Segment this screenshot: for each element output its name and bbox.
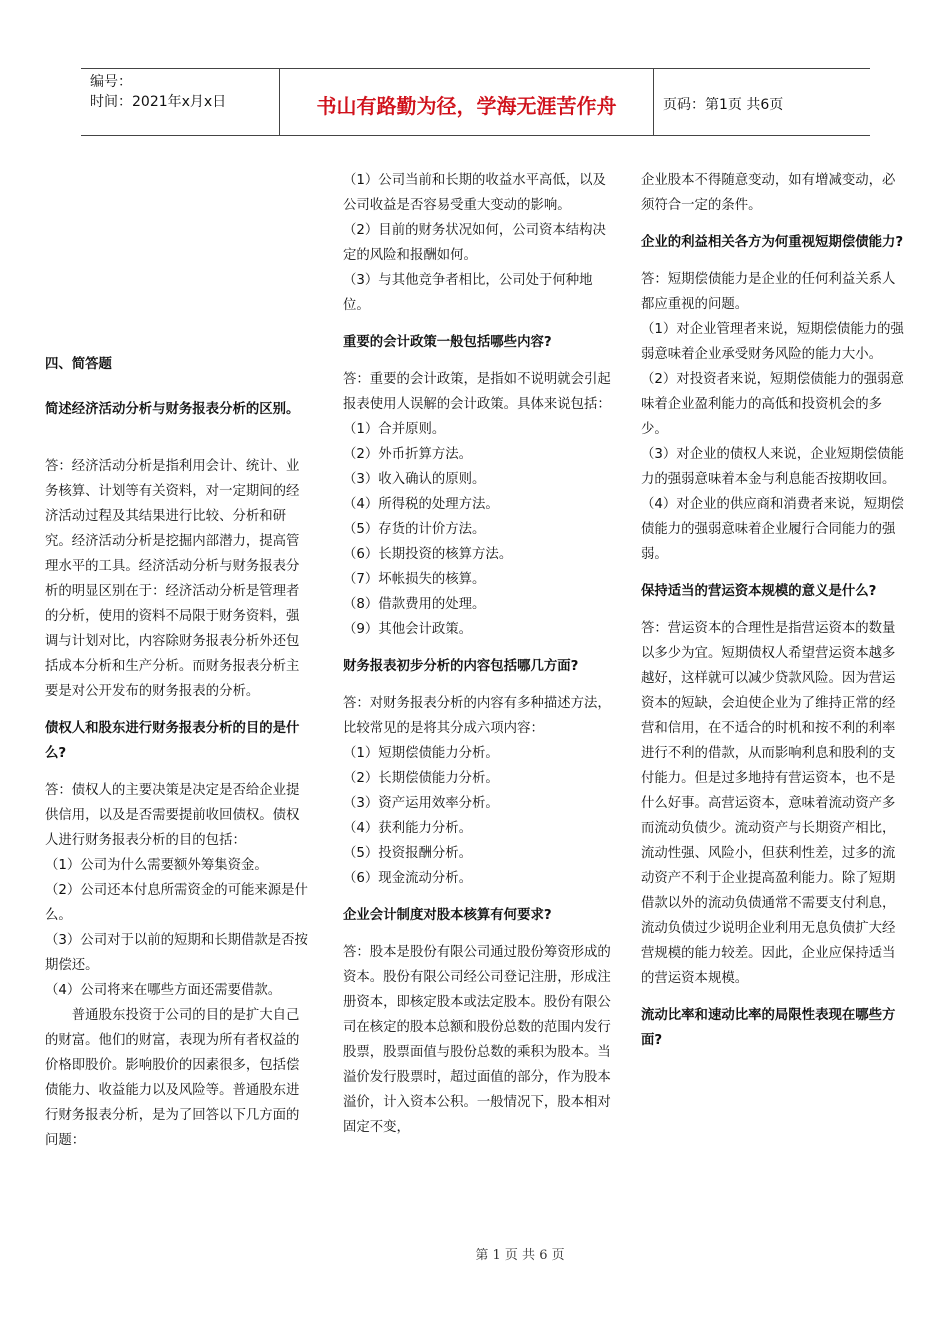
list-item: （9）其他会计政策。 — [343, 622, 473, 637]
question-3: 重要的会计政策一般包括哪些内容? — [343, 335, 552, 350]
list-item: （8）借款费用的处理。 — [343, 597, 486, 612]
answer-1: 答：经济活动分析是指利用会计、统计、业务核算、计划等有关资料，对一定期间的经济活动过程及其结果进行比较、分析和研究。经济活动分析是挖掘内部潜力，提高管理水平的工具。经济活动分析与财务报表分析的明显区别在于：经济活动分析是管理者的分析，使用的资料不局限于财务资料，强调与计划对比，内容除财务报表分析外还包括成本分析和生产分析。而财务报表分析主要是对公开发布的财务报表的分析。 — [45, 459, 300, 699]
question-4: 财务报表初步分析的内容包括哪几方面? — [343, 659, 579, 674]
page-info: 页码：第1页 共6页 — [663, 97, 784, 113]
serial-label: 编号： — [90, 74, 132, 90]
header-table — [81, 68, 870, 136]
list-item: （2）目前的财务状况如何，公司资本结构决定的风险和报酬如何。 — [343, 223, 606, 263]
list-item: （2）长期偿债能力分析。 — [343, 771, 499, 786]
list-item: （6）长期投资的核算方法。 — [343, 547, 513, 562]
question-5: 企业会计制度对股本核算有何要求? — [343, 908, 552, 923]
list-item: （2）对投资者来说，短期偿债能力的强弱意味着企业盈利能力的高低和投资机会的多少。 — [641, 372, 904, 437]
list-item: （1）短期偿债能力分析。 — [343, 746, 499, 761]
list-item: （1）对企业管理者来说，短期偿债能力的强弱意味着企业承受财务风险的能力大小。 — [641, 322, 904, 362]
answer-5: 答：股本是股份有限公司通过股份筹资形成的资本。股份有限公司经公司登记注册，形成注册资本，即核定股本或法定股本。股份有限公司在核定的股本总额和股份总数的范围内发行股票，股票面值与股份总数的乘积为股本。当溢价发行股票时，超过面值的部分，作为股本溢价，计入资本公积。一般情况下，股本相对固定不变， — [343, 945, 611, 1135]
answer-2-paragraph: 普通股东投资于公司的目的是扩大自己的财富。他们的财富，表现为所有者权益的价格即股价。影响股价的因素很多，包括偿债能力、收益能力以及风险等。普通股东进行财务报表分析，是为了回答以下几方面的问题： — [45, 1008, 300, 1148]
list-item: （1）公司当前和长期的收益水平高低，以及公司收益是否容易受重大变动的影响。 — [343, 173, 606, 213]
answer-6-intro: 答：短期偿债能力是企业的任何利益关系人都应重视的问题。 — [641, 272, 896, 312]
list-item: （4）所得税的处理方法。 — [343, 497, 499, 512]
list-item: （3）对企业的债权人来说，企业短期偿债能力的强弱意味着本金与利息能否按期收回。 — [641, 447, 904, 487]
answer-7: 答：营运资本的合理性是指营运资本的数量以多少为宜。短期债权人希望营运资本越多越好，这样就可以减少贷款风险。因为营运资本的短缺，会迫使企业为了维持正常的经营和信用，在不适合的时机和按不利的利率进行不利的借款，从而影响利息和股利的支付能力。但是过多地持有营运资本，也不是什么好事。高营运资本，意味着流动资产多而流动负债少。流动资产与长期资产相比，流动性强、风险小，但获利性差，过多的流动资产不利于企业提高盈利能力。除了短期借款以外的流动负债通常不需要支付利息，流动负债过少说明企业利用无息负债扩大经营规模的能力较差。因此，企业应保持适当的营运资本规模。 — [641, 621, 896, 986]
section-title: 四、简答题 — [45, 357, 112, 372]
list-item: （7）坏帐损失的核算。 — [343, 572, 486, 587]
list-item: （6）现金流动分析。 — [343, 871, 473, 886]
list-item: （2）外币折算方法。 — [343, 447, 473, 462]
motto: 书山有路勤为径，学海无涯苦作舟 — [280, 69, 654, 135]
page-footer: 第 1 页 共 6 页 — [475, 1248, 565, 1263]
answer-2-item: （1）公司为什么需要额外筹集资金。 — [45, 858, 268, 873]
answer-2-item: （4）公司将来在哪些方面还需要借款。 — [45, 983, 282, 998]
list-item: （1）合并原则。 — [343, 422, 446, 437]
question-8: 流动比率和速动比率的局限性表现在哪些方面? — [641, 1008, 896, 1048]
answer-4-intro: 答：对财务报表分析的内容有多种描述方法，比较常见的是将其分成六项内容： — [343, 696, 611, 736]
list-item: （4）获利能力分析。 — [343, 821, 473, 836]
question-1: 简述经济活动分析与财务报表分析的区别。 — [45, 402, 300, 417]
answer-3-intro: 答：重要的会计政策，是指如不说明就会引起报表使用人误解的会计政策。具体来说包括： — [343, 372, 611, 412]
column-2 — [343, 168, 611, 1140]
answer-2-item: （2）公司还本付息所需资金的可能来源是什么。 — [45, 883, 308, 923]
list-item: （3）与其他竞争者相比，公司处于何种地位。 — [343, 273, 593, 313]
list-item: （3）资产运用效率分析。 — [343, 796, 499, 811]
question-2: 债权人和股东进行财务报表分析的目的是什么? — [45, 721, 300, 761]
column-3 — [641, 168, 904, 1053]
column-1 — [45, 352, 310, 1153]
list-item: （4）对企业的供应商和消费者来说，短期偿债能力的强弱意味着企业履行合同能力的强弱。 — [641, 497, 904, 562]
answer-5-continued: 企业股本不得随意变动，如有增减变动，必须符合一定的条件。 — [641, 173, 896, 213]
answer-2-intro: 答：债权人的主要决策是决定是否给企业提供信用，以及是否需要提前收回债权。债权人进行财务报表分析的目的包括： — [45, 783, 300, 848]
question-7: 保持适当的营运资本规模的意义是什么? — [641, 584, 877, 599]
list-item: （5）投资报酬分析。 — [343, 846, 473, 861]
question-6: 企业的利益相关各方为何重视短期偿债能力? — [641, 235, 904, 250]
header-left-cell — [81, 69, 280, 135]
answer-2-item: （3）公司对于以前的短期和长期借款是否按期偿还。 — [45, 933, 308, 973]
list-item: （3）收入确认的原则。 — [343, 472, 486, 487]
list-item: （5）存货的计价方法。 — [343, 522, 486, 537]
time-label: 时间：2021年x月x日 — [90, 94, 227, 110]
